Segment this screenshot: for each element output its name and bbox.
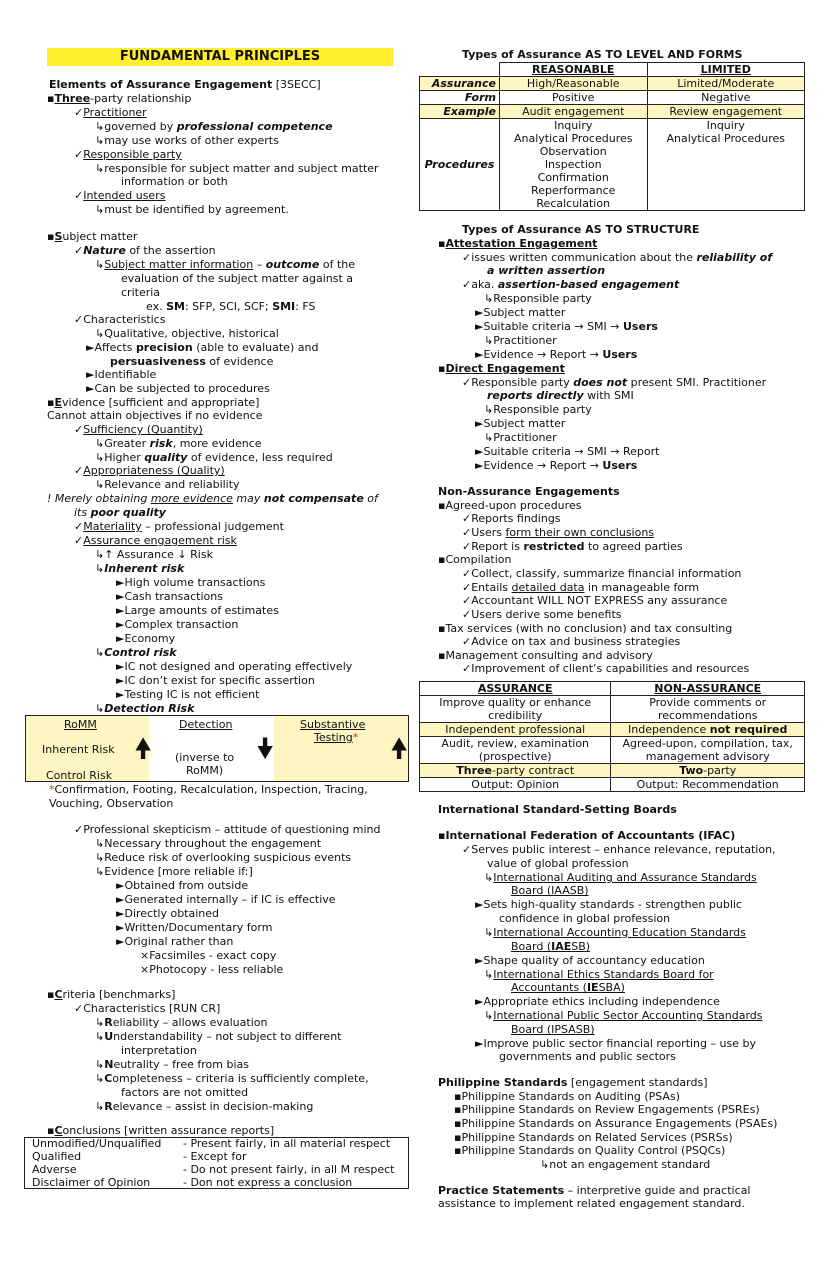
char-4: ► Can be subjected to procedures [86, 382, 270, 396]
reasonable-header: REASONABLE [532, 63, 615, 76]
ifac-5b: governments and public sectors [499, 1050, 676, 1063]
cr-item: ► Testing IC is not efficient [116, 688, 259, 702]
iaesb-2: Board (IAESB) [511, 940, 591, 953]
conclusion-desc: - Don not express a conclusion [183, 1176, 353, 1189]
appropriateness: ✓ Appropriateness (Quality) [74, 464, 225, 478]
sufficiency-2: ↳ Higher quality of evidence, less required [95, 451, 333, 465]
attest-1b: a written assertion [487, 264, 606, 277]
phil-item: ▪ Philippine Standards on Assurance Engagements (PSAEs) [454, 1117, 777, 1131]
three-party: ▪ Three-party relationship [47, 92, 191, 106]
management: ▪ Management consulting and advisory [438, 649, 653, 663]
comp-1: ✓ Collect, classify, summarize financial information [462, 567, 741, 581]
cell: Positive [499, 91, 647, 105]
conclusion-desc: - Present fairly, in all material respect [183, 1137, 391, 1150]
cell: Improve quality or enhance credibility [420, 696, 611, 723]
ir-item: ► Large amounts of estimates [116, 604, 279, 618]
ir-item: ► High volume transactions [116, 576, 265, 590]
cell: Agreed-upon, compilation, tax, management advisory [611, 737, 805, 764]
char-2: ► Affects precision (able to evaluate) and [86, 341, 318, 355]
ev-item: ► Original rather than [116, 935, 233, 949]
cell: Limited/Moderate [647, 77, 805, 91]
cell: Audit, review, examination (prospective) [420, 737, 611, 764]
photocopy: × Photocopy - less reliable [140, 963, 283, 977]
risk-box [25, 715, 409, 782]
subject-matter: ▪ Subject matter [47, 230, 137, 244]
inverse-1: (inverse to [175, 751, 235, 764]
evidence-note: Cannot attain objectives if no evidence [47, 409, 263, 422]
inherent-risk: ↳ Inherent risk [95, 562, 184, 576]
attest-1: ✓ issues written communication about the reliability of [462, 251, 772, 265]
ev-item: ► Written/Documentary form [116, 921, 272, 935]
ipsasb: ↳ International Public Sector Accounting Standards [484, 1009, 763, 1023]
conclusion-type: Unmodified/Unqualified [32, 1137, 162, 1150]
conclusions: ▪ Conclusions [written assurance reports] [47, 1124, 274, 1138]
detection-label: Detection [179, 718, 233, 731]
substantive-label: Substantive [300, 718, 366, 731]
responsible-detail: ↳ responsible for subject matter and subject matter [95, 162, 379, 176]
smi-2: evaluation of the subject matter against a [121, 272, 354, 285]
facsimiles: × Facsimiles - exact copy [140, 949, 276, 963]
ifac-3: ► Shape quality of accountancy education [475, 954, 705, 968]
ps-3: ↳ Evidence [more reliable if:] [95, 865, 253, 879]
sufficiency-1: ↳ Greater risk, more evidence [95, 437, 262, 451]
ipsasb-2: Board (IPSASB) [511, 1023, 595, 1036]
iaasb-2: Board (IAASB) [511, 884, 589, 897]
attest-4: ► Subject matter [475, 306, 565, 320]
cell: Audit engagement [499, 105, 647, 119]
run-item: ↳ Reliability – allows evaluation [95, 1016, 267, 1030]
phil-item: ▪ Philippine Standards on Quality Control (PSQCs) [454, 1144, 725, 1158]
conclusion-type: Adverse [32, 1163, 77, 1176]
direct-3: ► Subject matter [475, 417, 565, 431]
aup-2: ✓ Users form their own conclusions [462, 526, 654, 540]
merely-note: ! Merely obtaining more evidence may not compensate of [47, 492, 378, 505]
cell: Review engagement [647, 105, 805, 119]
aup-3: ✓ Report is restricted to agreed parties [462, 540, 683, 554]
direct-4: ↳ Practitioner [484, 431, 557, 445]
tax: ▪ Tax services (with no conclusion) and tax consulting [438, 622, 732, 636]
merely-note-2: its poor quality [74, 506, 166, 519]
cell: Independent professional [420, 723, 611, 737]
not-engagement: ↳ not an engagement standard [540, 1158, 710, 1172]
cr-item: ► IC don’t exist for specific assertion [116, 674, 315, 688]
aup: ▪ Agreed-upon procedures [438, 499, 581, 513]
row-label: Form [420, 91, 500, 105]
run-item-cont: factors are not omitted [121, 1086, 249, 1099]
direct: ▪ Direct Engagement [438, 362, 565, 376]
arrow-up-icon: 🠝 [134, 732, 153, 765]
iaasb: ↳ International Auditing and Assurance Standards [484, 871, 757, 885]
conclusions-box [24, 1137, 409, 1189]
appropriateness-1: ↳ Relevance and reliability [95, 478, 240, 492]
materiality: ✓ Materiality – professional judgement [74, 520, 284, 534]
attest-7: ► Evidence → Report → Users [475, 348, 637, 362]
responsible-party: ✓ Responsible party [74, 148, 182, 162]
conclusion-desc: - Except for [183, 1150, 247, 1163]
characteristics: ✓ Characteristics [74, 313, 165, 327]
direct-6: ► Evidence → Report → Users [475, 459, 637, 473]
comparison-table [419, 681, 805, 792]
ifac-1: ✓ Serves public interest – enhance relevance, reputation, [462, 843, 776, 857]
nature: ✓ Nature of the assertion [74, 244, 216, 258]
professional-skepticism: ✓ Professional skepticism – attitude of questioning mind [74, 823, 381, 837]
ir-item: ► Complex transaction [116, 618, 238, 632]
comp-4: ✓ Users derive some benefits [462, 608, 622, 622]
cell: Negative [647, 91, 805, 105]
char-3: ► Identifiable [86, 368, 156, 382]
comp-2: ✓ Entails detailed data in manageable form [462, 581, 699, 595]
attest-5: ► Suitable criteria → SMI → Users [475, 320, 658, 334]
cell: Inquiry Analytical Procedures Observation Inspection Confirmation Reperformance Recalculation [499, 119, 647, 211]
char-1: ↳ Qualitative, objective, historical [95, 327, 279, 341]
practice-statements-2: assistance to implement related engagement standard. [438, 1197, 745, 1210]
isb-heading: International Standard-Setting Boards [438, 803, 677, 816]
run-item: ↳ Understandability – not subject to different [95, 1030, 341, 1044]
row-label: Procedures [420, 119, 500, 211]
ev-item: ► Generated internally – if IC is effective [116, 893, 336, 907]
phil-item: ▪ Philippine Standards on Review Engagements (PSREs) [454, 1103, 760, 1117]
attest-6: ↳ Practitioner [484, 334, 557, 348]
inverse-2: RoMM) [186, 764, 224, 777]
intended-detail: ↳ must be identified by agreement. [95, 203, 289, 217]
cell: Two-party [611, 764, 805, 778]
arrow-up-icon: 🠝 [390, 732, 409, 765]
ifac-2: ► Sets high-quality standards - strengthen public [475, 898, 742, 912]
attestation: ▪ Attestation Engagement [438, 237, 597, 251]
ifac: ▪ International Federation of Accountants (IFAC) [438, 829, 735, 843]
ps-1: ↳ Necessary throughout the engagement [95, 837, 321, 851]
mgmt-1: ✓ Improvement of client’s capabilities and resources [462, 662, 749, 676]
criteria-characteristics: ✓ Characteristics [RUN CR] [74, 1002, 220, 1016]
ev-item: ► Obtained from outside [116, 879, 248, 893]
testing-label: Testing [314, 731, 353, 744]
cell: Output: Recommendation [611, 778, 805, 792]
direct-5: ► Suitable criteria → SMI → Report [475, 445, 659, 459]
row-label: Example [420, 105, 500, 119]
cell: Provide comments or recommendations [611, 696, 805, 723]
philippine-standards: Philippine Standards [engagement standards] [438, 1076, 708, 1089]
run-item: ↳ Neutrality – free from bias [95, 1058, 249, 1072]
direct-1b: reports directly with SMI [487, 389, 634, 402]
evidence: ▪ Evidence [sufficient and appropriate] [47, 396, 259, 410]
elements-heading: Elements of Assurance Engagement [3SECC] [49, 78, 321, 91]
limited-header: LIMITED [700, 63, 751, 76]
ev-item: ► Directly obtained [116, 907, 219, 921]
phil-item: ▪ Philippine Standards on Related Services (PSRSs) [454, 1131, 733, 1145]
attest-2: ✓ aka. assertion-based engagement [462, 278, 679, 292]
ifac-5: ► Improve public sector financial reporting – use by [475, 1037, 756, 1051]
substantive-procedures-2: Vouching, Observation [49, 797, 174, 810]
arrow-down-icon: 🠟 [256, 732, 275, 765]
sufficiency: ✓ Sufficiency (Quantity) [74, 423, 203, 437]
iaesb: ↳ International Accounting Education Standards [484, 926, 746, 940]
run-item: ↳ Relevance – assist in decision-making [95, 1100, 313, 1114]
ps-2: ↳ Reduce risk of overlooking suspicious events [95, 851, 351, 865]
asterisk: * [352, 731, 359, 744]
responsible-detail-2: information or both [121, 175, 228, 188]
page-title: FUNDAMENTAL PRINCIPLES [47, 48, 393, 66]
comp-3: ✓ Accountant WILL NOT EXPRESS any assurance [462, 594, 727, 608]
aup-1: ✓ Reports findings [462, 512, 561, 526]
level-table [419, 62, 805, 211]
detection-risk: ↳ Detection Risk [95, 702, 194, 716]
cr-item: ► IC not designed and operating effectively [116, 660, 352, 674]
smi: ↳ Subject matter information – outcome of the [95, 258, 355, 272]
cell: High/Reasonable [499, 77, 647, 91]
non-assurance-heading: Non-Assurance Engagements [438, 485, 620, 498]
practitioner-detail-1: ↳ governed by professional competence [95, 120, 333, 134]
types-level-heading: Types of Assurance AS TO LEVEL AND FORMS [462, 48, 743, 61]
iesba-2: Accountants (IESBA) [511, 981, 625, 994]
smi-example: ex. SM: SFP, SCI, SCF; SMI: FS [146, 300, 316, 313]
ifac-2b: confidence in global profession [499, 912, 671, 925]
row-label: Assurance [420, 77, 500, 91]
inherent-risk-label: Inherent Risk [42, 743, 115, 756]
cell: Inquiry Analytical Procedures [647, 119, 805, 211]
ir-item: ► Economy [116, 632, 175, 646]
aer-1: ↳ ↑ Assurance ↓ Risk [95, 548, 213, 562]
criteria: ▪ Criteria [benchmarks] [47, 988, 175, 1002]
types-structure-heading: Types of Assurance AS TO STRUCTURE [462, 223, 700, 236]
practice-statements: Practice Statements – interpretive guide and practical [438, 1184, 751, 1197]
cell: Three-party contract [420, 764, 611, 778]
direct-2: ↳ Responsible party [484, 403, 592, 417]
ifac-1b: value of global profession [487, 857, 629, 870]
conclusion-type: Qualified [32, 1150, 82, 1163]
assurance-engagement-risk: ✓ Assurance engagement risk [74, 534, 237, 548]
ifac-4: ► Appropriate ethics including independence [475, 995, 720, 1009]
char-2b: persuasiveness of evidence [110, 355, 274, 368]
intended-users: ✓ Intended users [74, 189, 165, 203]
run-item-cont: interpretation [121, 1044, 197, 1057]
substantive-procedures: *Confirmation, Footing, Recalculation, Inspection, Tracing, [49, 783, 368, 796]
attest-3: ↳ Responsible party [484, 292, 592, 306]
cell: Independence not required [611, 723, 805, 737]
control-risk-label: Control Risk [46, 769, 113, 782]
direct-1: ✓ Responsible party does not present SMI. Practitioner [462, 376, 766, 390]
control-risk: ↳ Control risk [95, 646, 177, 660]
ir-item: ► Cash transactions [116, 590, 223, 604]
phil-item: ▪ Philippine Standards on Auditing (PSAs) [454, 1090, 680, 1104]
conclusion-type: Disclaimer of Opinion [32, 1176, 151, 1189]
tax-1: ✓ Advice on tax and business strategies [462, 635, 680, 649]
run-item: ↳ Completeness – criteria is sufficiently complete, [95, 1072, 369, 1086]
smi-3: criteria [121, 286, 161, 299]
assurance-header: ASSURANCE [477, 682, 553, 695]
romm-label: RoMM [64, 718, 97, 731]
practitioner: ✓ Practitioner [74, 106, 147, 120]
non-assurance-header: NON-ASSURANCE [654, 682, 762, 695]
conclusion-desc: - Do not present fairly, in all M respect [183, 1163, 395, 1176]
cell: Output: Opinion [420, 778, 611, 792]
practitioner-detail-2: ↳ may use works of other experts [95, 134, 279, 148]
compilation: ▪ Compilation [438, 553, 512, 567]
iesba: ↳ International Ethics Standards Board for [484, 968, 714, 982]
